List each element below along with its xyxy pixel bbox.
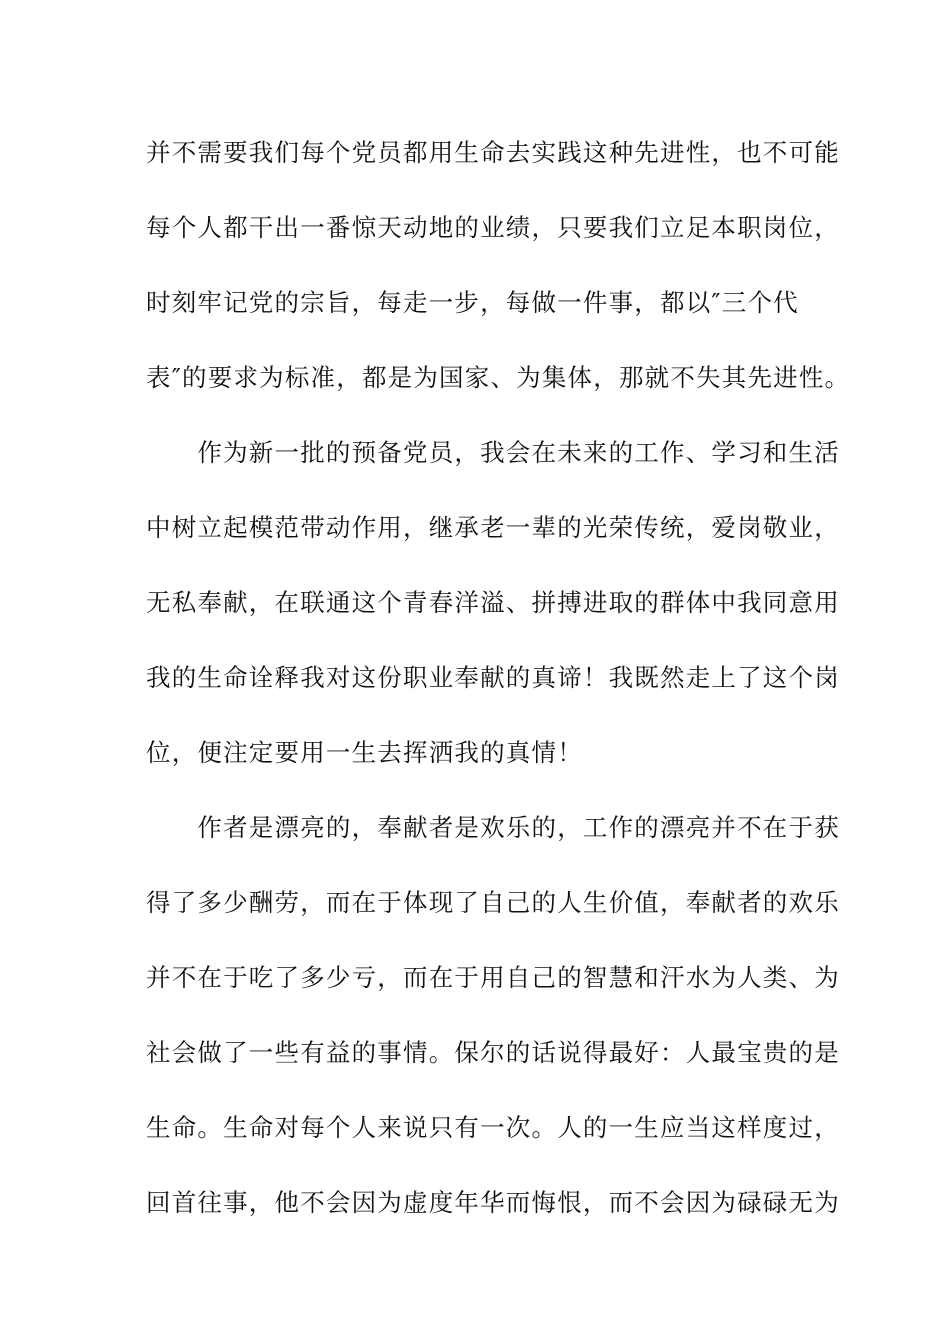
text-line: 我的生命诠释我对这份职业奉献的真谛！我既然走上了这个岗 <box>146 663 840 692</box>
text-line: 作者是漂亮的，奉献者是欢乐的，工作的漂亮并不在于获 <box>146 813 840 842</box>
text-line: 得了多少酬劳，而在于体现了自己的人生价值，奉献者的欢乐 <box>146 888 840 917</box>
text-line: 社会做了一些有益的事情。保尔的话说得最好：人最宝贵的是 <box>146 1038 840 1067</box>
text-line: 位，便注定要用一生去挥洒我的真情！ <box>146 738 583 767</box>
text-line: 时刻牢记党的宗旨，每走一步，每做一件事，都以″三个代 <box>146 288 799 317</box>
text-line: 并不在于吃了多少亏，而在于用自己的智慧和汗水为人类、为 <box>146 963 840 992</box>
body-text <box>146 133 851 1258</box>
text-line: 作为新一批的预备党员，我会在未来的工作、学习和生活 <box>146 438 840 467</box>
text-line: 中树立起模范带动作用，继承老一辈的光荣传统，爱岗敬业， <box>146 513 840 542</box>
text-line: 并不需要我们每个党员都用生命去实践这种先进性，也不可能 <box>146 138 840 167</box>
text-line: 回首往事，他不会因为虚度年华而悔恨，而不会因为碌碌无为 <box>146 1188 840 1217</box>
text-line: 生命。生命对每个人来说只有一次。人的一生应当这样度过， <box>146 1113 840 1142</box>
text-line: 无私奉献，在联通这个青春洋溢、拼搏进取的群体中我同意用 <box>146 588 840 617</box>
text-line: 表″的要求为标准，都是为国家、为集体，那就不失其先进性。 <box>146 363 851 392</box>
text-line: 每个人都干出一番惊天动地的业绩，只要我们立足本职岗位， <box>146 213 840 242</box>
